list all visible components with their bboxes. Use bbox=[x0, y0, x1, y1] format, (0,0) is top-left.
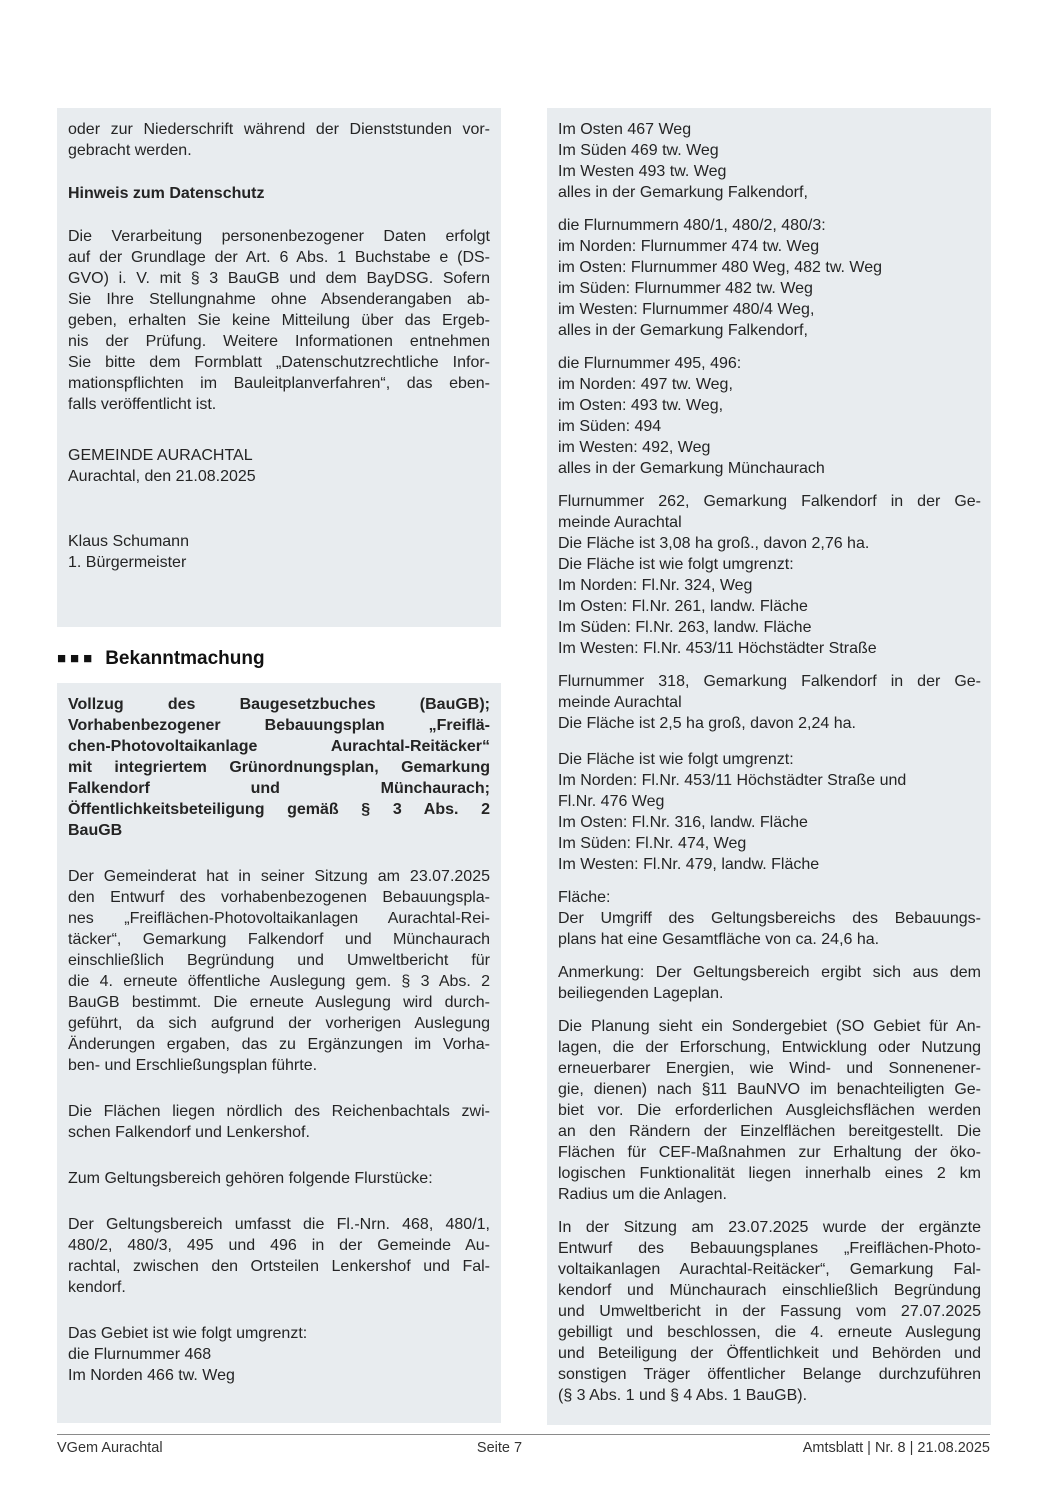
text-line: Die Flächen liegen nördlich des Reichenbachtals zwi- bbox=[68, 1103, 490, 1120]
text-line: die Flurnummer 468 bbox=[68, 1346, 212, 1363]
text-line: Die Planung sieht ein Sondergebiet (SO Gebiet für An- bbox=[558, 1018, 981, 1035]
text-line: chen-Photovoltaikanlage Aurachtal-Reitäcker“ bbox=[68, 738, 490, 755]
text-line: alles in der Gemarkung Münchaurach bbox=[558, 460, 825, 477]
text-line: lagen, die der Erforschung, Entwicklung oder Nutzung bbox=[558, 1039, 981, 1056]
paragraph bbox=[558, 119, 981, 203]
text-line: GVO) i. V. mit § 3 BauGB und dem BayDSG. Sofern bbox=[68, 270, 490, 287]
text-line: gie, dienen) nach §11 BauNVO im benachteiligten Ge- bbox=[558, 1081, 981, 1098]
text-line: rachtal, zwischen den Ortsteilen Lenkershof und Fal- bbox=[68, 1258, 490, 1275]
text-line: auf der Grundlage der Art. 6 Abs. 1 Buchstabe e (DS- bbox=[68, 249, 490, 266]
text-line: Sie Ihre Stellungnahme ohne Absenderangaben ab- bbox=[68, 291, 490, 308]
text-line: erneuerbarer Energien, wie Wind- und Sonnenener- bbox=[558, 1060, 981, 1077]
paragraph bbox=[558, 215, 981, 341]
section-marker-squares-icon: ■■■ bbox=[57, 650, 97, 667]
text-line: plans hat eine Gesamtfläche von ca. 24,6 ha. bbox=[558, 931, 880, 948]
text-line: nis der Prüfung. Weitere Informationen entnehmen bbox=[68, 333, 490, 350]
text-line: Im Norden 466 tw. Weg bbox=[68, 1367, 235, 1384]
announcement-box bbox=[57, 683, 501, 1423]
text-line: die Flurnummern 480/1, 480/2, 480/3: bbox=[558, 217, 826, 234]
paragraph bbox=[558, 671, 981, 713]
text-line: Vollzug des Baugesetzbuches (BauGB); bbox=[68, 696, 490, 713]
text-line: 1. Bürgermeister bbox=[68, 554, 187, 571]
text-line: voltaikanlagen Aurachtal-Reitäcker“, Gemarkung Fal- bbox=[558, 1261, 981, 1278]
paragraph bbox=[68, 1168, 490, 1189]
text-line: Der Umgriff des Geltungsbereichs des Bebauungs- bbox=[558, 910, 981, 927]
text-line: Im Süden: Fl.Nr. 263, landw. Fläche bbox=[558, 619, 812, 636]
paragraph bbox=[558, 533, 981, 659]
paragraph bbox=[558, 749, 981, 875]
text-line: BauGB bestimmt. Die erneute Auslegung wird durch- bbox=[68, 994, 490, 1011]
text-line: meinde Aurachtal bbox=[558, 514, 682, 531]
text-line: Änderungen ergaben, das zu Ergänzungen im Vorha- bbox=[68, 1036, 490, 1053]
text-line: Der Geltungsbereich umfasst die Fl.-Nrn. 468, 480/1, bbox=[68, 1216, 490, 1233]
text-line: mit integriertem Grünordnungsplan, Gemarkung bbox=[68, 759, 490, 776]
text-line: gebilligt und beschlossen, die 4. erneute Auslegung bbox=[558, 1324, 981, 1341]
section-heading bbox=[57, 647, 501, 671]
text-line: kendorf. bbox=[68, 1279, 126, 1296]
paragraph bbox=[558, 887, 981, 908]
text-line: falls veröffentlicht ist. bbox=[68, 396, 217, 413]
text-line: Fläche: bbox=[558, 889, 611, 906]
text-line: im Süden: Flurnummer 482 tw. Weg bbox=[558, 280, 813, 297]
text-line: Flächen für CEF-Maßnahmen zur Erhaltung der öko- bbox=[558, 1144, 981, 1161]
paragraph bbox=[558, 962, 981, 1004]
text-line: Der Gemeinderat hat in seiner Sitzung am 23.07.2025 bbox=[68, 868, 490, 885]
text-line: Hinweis zum Datenschutz bbox=[68, 185, 265, 202]
text-line: Im Osten 467 Weg bbox=[558, 121, 692, 138]
text-line: Radius um die Anlagen. bbox=[558, 1186, 727, 1203]
paragraph bbox=[68, 183, 490, 204]
text-line: im Osten: 493 tw. Weg, bbox=[558, 397, 724, 414]
page-footer bbox=[57, 1434, 990, 1456]
paragraph bbox=[558, 353, 981, 479]
text-line: 480/2, 480/3, 495 und 496 in der Gemeinde Au- bbox=[68, 1237, 490, 1254]
notice-box bbox=[57, 108, 501, 627]
text-line: Die Fläche ist wie folgt umgrenzt: bbox=[558, 751, 794, 768]
paragraph bbox=[558, 1016, 981, 1205]
text-line: die 4. erneute öffentliche Auslegung gem. § 3 Abs. 2 bbox=[68, 973, 490, 990]
paragraph bbox=[68, 119, 490, 161]
text-line: im Süden: 494 bbox=[558, 418, 662, 435]
text-line: Im Osten: Fl.Nr. 261, landw. Fläche bbox=[558, 598, 808, 615]
text-line: Die Fläche ist 3,08 ha groß., davon 2,76 ha. bbox=[558, 535, 870, 552]
text-line: täcker“, Gemarkung Falkendorf und Münchaurach bbox=[68, 931, 490, 948]
text-line: Fl.Nr. 476 Weg bbox=[558, 793, 665, 810]
text-line: oder zur Niederschrift während der Dienststunden vor- bbox=[68, 121, 490, 138]
paragraph bbox=[558, 1217, 981, 1406]
text-line: Im Norden: Fl.Nr. 324, Weg bbox=[558, 577, 753, 594]
left-column bbox=[57, 108, 501, 1423]
text-line: Das Gebiet ist wie folgt umgrenzt: bbox=[68, 1325, 308, 1342]
text-line: Im Norden: Fl.Nr. 453/11 Höchstädter Straße und bbox=[558, 772, 907, 789]
text-line: Anmerkung: Der Geltungsbereich ergibt sich aus dem bbox=[558, 964, 981, 981]
text-line: Vorhabenbezogener Bebauungsplan „Freiflä- bbox=[68, 717, 490, 734]
text-line: Öffentlichkeitsbeteiligung gemäß § 3 Abs. 2 bbox=[68, 801, 490, 818]
paragraph bbox=[558, 713, 981, 734]
text-line: Die Fläche ist 2,5 ha groß, davon 2,24 ha. bbox=[558, 715, 856, 732]
text-line: den Entwurf des vorhabenbezogenen Bebauungspla- bbox=[68, 889, 490, 906]
text-line: meinde Aurachtal bbox=[558, 694, 682, 711]
text-line: biet vor. Die erforderlichen Ausgleichsflächen werden bbox=[558, 1102, 981, 1119]
text-line: geben, erhalten Sie keine Mitteilung über das Ergeb- bbox=[68, 312, 490, 329]
text-line: beiliegenden Lageplan. bbox=[558, 985, 724, 1002]
right-column bbox=[547, 108, 991, 1425]
text-line: Im Süden 469 tw. Weg bbox=[558, 142, 719, 159]
text-line: GEMEINDE AURACHTAL bbox=[68, 447, 253, 464]
text-line: BauGB bbox=[68, 822, 123, 839]
text-line: (§ 3 Abs. 1 und § 4 Abs. 1 BauGB). bbox=[558, 1387, 808, 1404]
text-line: Die Fläche ist wie folgt umgrenzt: bbox=[558, 556, 794, 573]
text-line: Falkendorf und Münchaurach; bbox=[68, 780, 490, 797]
text-line: alles in der Gemarkung Falkendorf, bbox=[558, 322, 808, 339]
text-line: Sie bitte dem Formblatt „Datenschutzrechtliche Infor- bbox=[68, 354, 490, 371]
text-line: mationspflichten im Bauleitplanverfahren“, das eben- bbox=[68, 375, 490, 392]
text-line: gebracht werden. bbox=[68, 142, 192, 159]
text-line: nes „Freiflächen-Photovoltaikanlagen Aurachtal-Rei- bbox=[68, 910, 490, 927]
text-line: im Norden: 497 tw. Weg, bbox=[558, 376, 733, 393]
text-line: sonstigen Träger öffentlicher Belange durchzuführen bbox=[558, 1366, 981, 1383]
text-line: Klaus Schumann bbox=[68, 533, 189, 550]
text-line: logischen Funktionalität liegen innerhalb eines 2 km bbox=[558, 1165, 981, 1182]
text-line: Flurnummer 262, Gemarkung Falkendorf in der Ge- bbox=[558, 493, 981, 510]
section-heading-label: Bekanntmachung bbox=[105, 648, 265, 669]
text-line: In der Sitzung am 23.07.2025 wurde der ergänzte bbox=[558, 1219, 981, 1236]
paragraph bbox=[68, 1323, 490, 1386]
text-line: und Umweltbericht in der Fassung vom 27.07.2025 bbox=[558, 1303, 981, 1320]
text-line: schen Falkendorf und Lenkershof. bbox=[68, 1124, 310, 1141]
paragraph bbox=[68, 531, 490, 573]
text-line: einschließlich Begründung und Umweltbericht für bbox=[68, 952, 490, 969]
paragraph bbox=[68, 1101, 490, 1143]
footer-page-number: Seite 7 bbox=[476, 1440, 523, 1456]
text-line: im Norden: Flurnummer 474 tw. Weg bbox=[558, 238, 820, 255]
text-line: geführt, da sich aufgrund der vorherigen Auslegung bbox=[68, 1015, 490, 1032]
text-line: im Westen: 492, Weg bbox=[558, 439, 711, 456]
text-line: Im Osten: Fl.Nr. 316, landw. Fläche bbox=[558, 814, 808, 831]
text-line: Aurachtal, den 21.08.2025 bbox=[68, 468, 256, 485]
paragraph bbox=[68, 694, 490, 841]
text-line: Im Westen: Fl.Nr. 453/11 Höchstädter Straße bbox=[558, 640, 877, 657]
footer-publisher: VGem Aurachtal bbox=[57, 1440, 163, 1456]
text-line: Flurnummer 318, Gemarkung Falkendorf in der Ge- bbox=[558, 673, 981, 690]
text-line: im Westen: Flurnummer 480/4 Weg, bbox=[558, 301, 815, 318]
paragraph bbox=[558, 908, 981, 950]
text-line: und Beteiligung der Öffentlichkeit und Behörden und bbox=[558, 1345, 981, 1362]
paragraph bbox=[68, 226, 490, 415]
text-line: Die Verarbeitung personenbezogener Daten erfolgt bbox=[68, 228, 490, 245]
text-line: alles in der Gemarkung Falkendorf, bbox=[558, 184, 808, 201]
text-line: Im Westen 493 tw. Weg bbox=[558, 163, 727, 180]
text-line: die Flurnummer 495, 496: bbox=[558, 355, 742, 372]
paragraph bbox=[68, 866, 490, 1076]
paragraph bbox=[68, 445, 490, 487]
paragraph bbox=[558, 491, 981, 533]
text-line: an den Rändern der Einzelflächen bereitgestellt. Die bbox=[558, 1123, 981, 1140]
content-box bbox=[547, 108, 991, 1425]
text-line: Entwurf des Bebauungsplanes „Freiflächen-Photo- bbox=[558, 1240, 981, 1257]
text-line: im Osten: Flurnummer 480 Weg, 482 tw. Weg bbox=[558, 259, 882, 276]
paragraph bbox=[68, 1214, 490, 1298]
text-line: ben- und Erschließungsplan führte. bbox=[68, 1057, 318, 1074]
text-line: Im Süden: Fl.Nr. 474, Weg bbox=[558, 835, 747, 852]
text-line: Im Westen: Fl.Nr. 479, landw. Fläche bbox=[558, 856, 820, 873]
footer-issue-info: Amtsblatt | Nr. 8 | 21.08.2025 bbox=[802, 1440, 990, 1456]
text-line: kendorf und Münchaurach einschließlich Begründung bbox=[558, 1282, 981, 1299]
text-line: Zum Geltungsbereich gehören folgende Flurstücke: bbox=[68, 1170, 433, 1187]
